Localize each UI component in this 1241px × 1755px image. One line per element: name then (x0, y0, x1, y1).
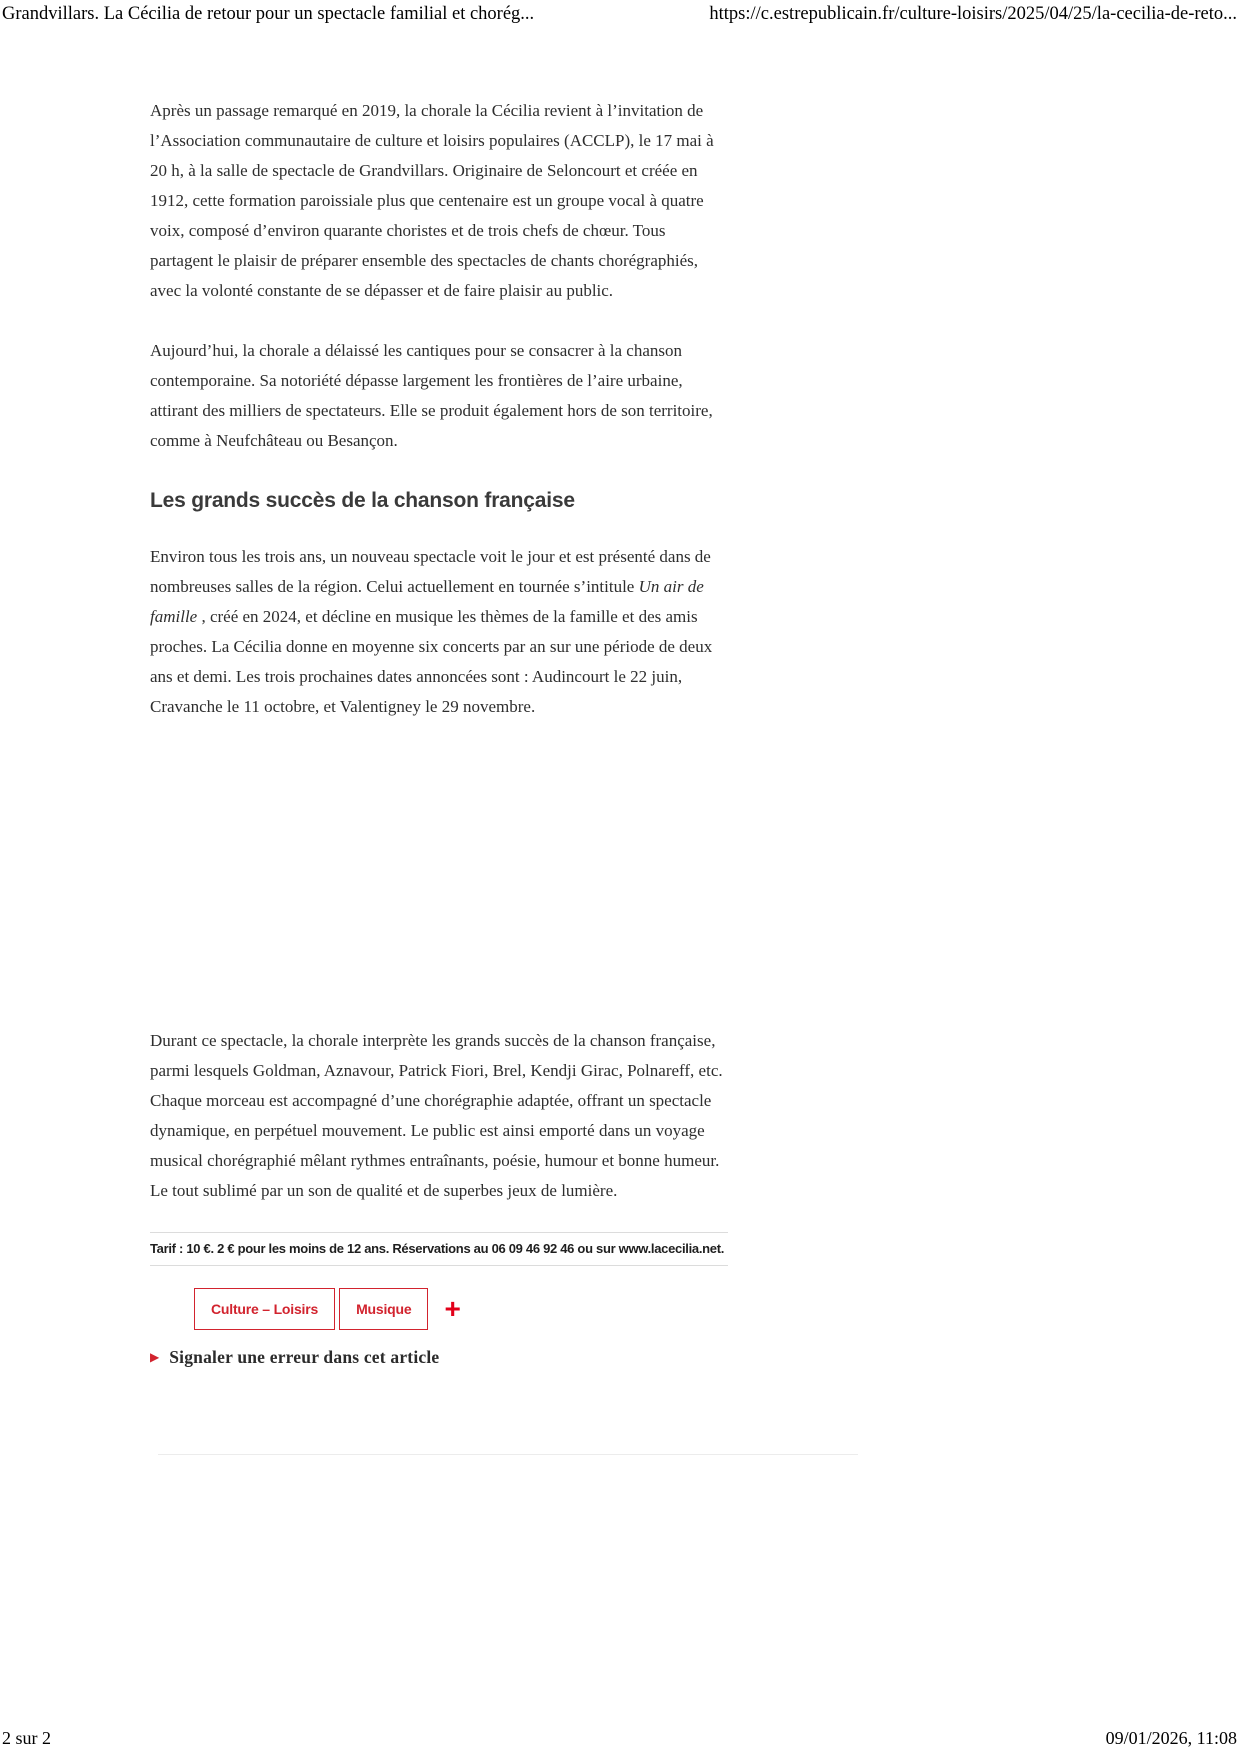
show-title-italic: Un air de famille (150, 577, 704, 626)
print-datetime: 09/01/2026, 11:08 (1105, 1728, 1237, 1748)
paragraph-spectacle (150, 542, 728, 722)
paragraph-programme: Durant ce spectacle, la chorale interprète les grands succès de la chanson française, parmi lesquels Goldman, Aznavour, Patrick Fiori, Brel, Kendji Girac, Polnareff, etc. Chaque morceau est accompagné d’une chorégraphie adaptée, offrant un spectacle dynamique, en perpétuel mouvement. Le public est ainsi emporté dans un voyage musical chorégraphié mêlant rythmes entraînants, poésie, humour et bonne humeur. Le tout sublimé par un son de qualité et de superbes jeux de lumière. (150, 1031, 723, 1200)
divider (158, 1454, 858, 1455)
section-heading: Les grands succès de la chanson française (150, 489, 575, 512)
paragraph-repertoire: Aujourd’hui, la chorale a délaissé les cantiques pour se consacrer à la chanson contemporaine. Sa notoriété dépasse largement les frontières de l’aire urbaine, attirant des milliers de spectateurs. Elle se produit également hors de son territoire, comme à Neufchâteau ou Besançon. (150, 341, 713, 450)
plus-icon[interactable]: + (444, 1293, 461, 1324)
print-footer (2, 1728, 1237, 1749)
tariff-info: Tarif : 10 €. 2 € pour les moins de 12 ans. Réservations au 06 09 46 92 46 ou sur www.lacecilia.net. (150, 1232, 728, 1266)
tag-culture-loisirs[interactable]: Culture – Loisirs (194, 1288, 335, 1330)
page-number: 2 sur 2 (2, 1728, 51, 1748)
report-error-link[interactable] (150, 1346, 728, 1368)
paragraph-intro: Après un passage remarqué en 2019, la chorale la Cécilia revient à l’invitation de l’Association communautaire de culture et loisirs populaires (ACCLP), le 17 mai à 20 h, à la salle de spectacle de Grandvillars. Originaire de Seloncourt et créée en 1912, cette formation paroissiale plus que centenaire est un groupe vocal à quatre voix, composé d’environ quarante choristes et de trois chefs de chœur. Tous partagent le plaisir de préparer ensemble des spectacles de chants chorégraphiés, avec la volonté constante de se dépasser et de faire plaisir au public. (150, 101, 714, 300)
paragraph-spectacle-text: Environ tous les trois ans, un nouveau spectacle voit le jour et est présenté dans de nombreuses salles de la région. Celui actuellement en tournée s’intitule (150, 547, 711, 596)
tag-list (194, 1288, 728, 1330)
arrow-right-icon: ▶ (150, 1350, 160, 1364)
print-header-title: Grandvillars. La Cécilia de retour pour un spectacle familial et chorég... (2, 4, 535, 24)
tag-musique[interactable]: Musique (339, 1288, 428, 1330)
report-error-label: Signaler une erreur dans cet article (169, 1347, 440, 1367)
article-body (150, 0, 728, 1455)
paragraph-spectacle-text-cont: , créé en 2024, et décline en musique les thèmes de la famille et des amis proches. La Cécilia donne en moyenne six concerts par an sur une période de deux ans et demi. Les trois prochaines dates annoncées sont : Audincourt le 22 juin, Cravanche le 11 octobre, et Valentigney le 29 novembre. (150, 607, 713, 716)
print-header-url: https://c.estrepublicain.fr/culture-loisirs/2025/04/25/la-cecilia-de-reto... (709, 4, 1237, 24)
